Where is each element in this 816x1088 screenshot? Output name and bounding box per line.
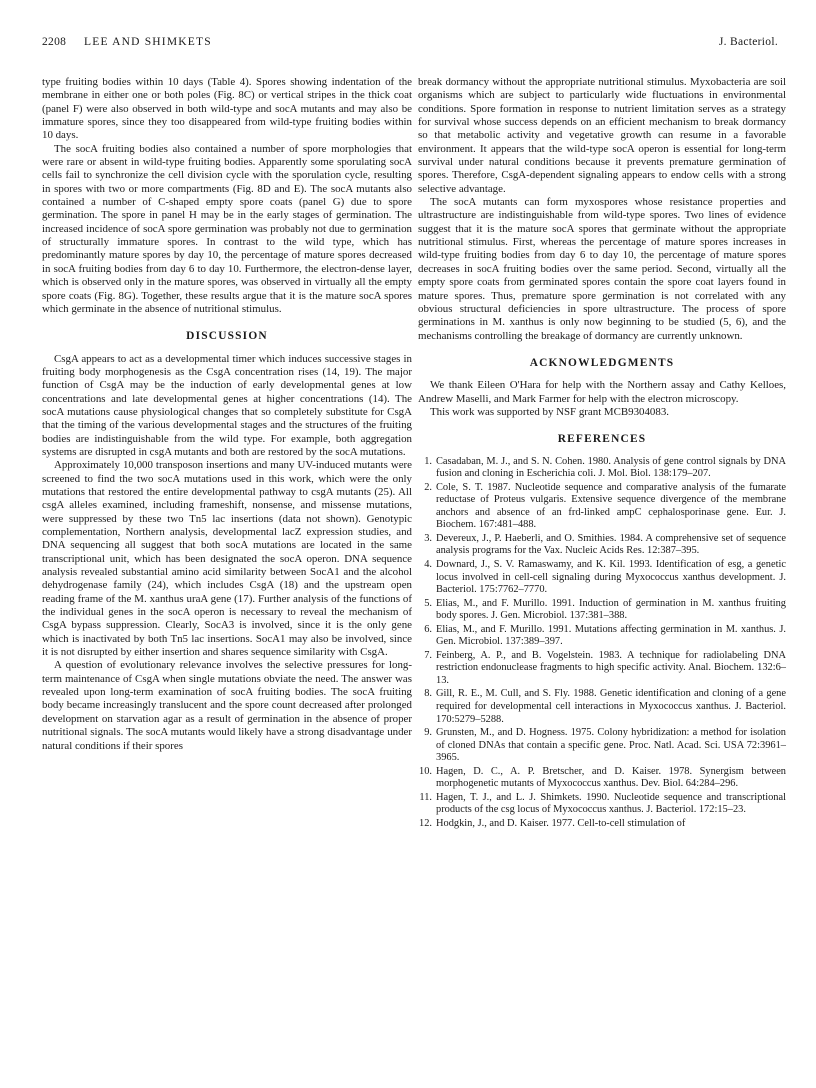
reference-text: Elias, M., and F. Murillo. 1991. Mutations affecting germination in M. xanthus. J. Gen. Microbiol. 137:389–397. bbox=[436, 623, 786, 648]
reference-number: 6. bbox=[424, 623, 432, 635]
funding-text: This work was supported by NSF grant MCB9304083. bbox=[430, 405, 669, 418]
reference-text: Hodgkin, J., and D. Kaiser. 1977. Cell-to-cell stimulation of bbox=[436, 817, 686, 829]
paragraph-transposon-screen: Approximately 10,000 transposon insertions and many UV-induced mutants were screened to find the two socA mutations used in this work, which were the only mutations that restored the entire developmental pathway to csgA mutants (25). All csgA alleles examined, including frameshift, nonsense, and missense mutations, were suppressed by these two Tn5 lac insertions (data not shown). Genotypic complementation, Northern analysis, developmental lacZ expression studies, and DNA sequencing all suggest that both socA mutations are located in the same transcriptional unit, which has been designated the socA operon. DNA sequence analysis revealed substantial amino acid similarity between SocA1 and the alcohol dehydrogenase family (24), which includes CsgA (18) and the upstream open reading frame of the M. xanthus uraA gene (17). Further analysis of the functions of the individual genes in the socA operon is necessary to reveal the mechanism of CsgA bypass suppression. Clearly, SocA3 is involved, since it is the only gene which is inactivated by both Tn5 lac insertions. SocA1 may also be involved, since it is not disrupted by either insertion and shares sequence similarity with CsgA. bbox=[42, 459, 412, 659]
reference-number: 3. bbox=[424, 532, 432, 544]
paragraph-evolutionary-question: A question of evolutionary relevance involves the selective pressures for long-term maintenance of CsgA when single mutations obviate the need. The answer was revealed upon long-term examination of socA fruiting bodies. The socA fruiting body became increasingly translucent and the spore count decreased after prolonged development on starvation agar as a result of germination in the absence of proper nutritional signals. The socA mutants would likely have a strong disadvantage under natural conditions if their spores bbox=[42, 659, 412, 752]
reference-number: 9. bbox=[424, 727, 432, 739]
reference-list bbox=[418, 456, 786, 831]
discussion-heading: DISCUSSION bbox=[186, 330, 268, 343]
paragraph-myxospores: The socA mutants can form myxospores whose resistance properties and ultrastructure are indistinguishable from wild-type spores. Two lines of evidence suggest that it is the mature socA spores that germinate without the appropriate nutritional stimulus. First, whereas the percentage of mature spores increases in wild-type fruiting bodies from day 6 to day 10, the percentage of mature spores decreases in socA fruiting bodies over the same period. Second, virtually all the empty spore coats from germinated spores contain the spore coat layers found in mature spores. Thus, premature spore germination is not correlated with any obvious structural deficiencies in spore ultrastructure. The process of spore germinations in M. xanthus is only now beginning to be studied (5, 6), and the mechanisms controlling the breakage of dormancy are currently unknown. bbox=[418, 196, 786, 342]
reference-number: 1. bbox=[424, 455, 432, 467]
references-heading: REFERENCES bbox=[557, 433, 647, 446]
right-column bbox=[418, 76, 786, 831]
reference-number: 11. bbox=[419, 791, 432, 803]
reference-item bbox=[418, 482, 786, 532]
reference-text: Feinberg, A. P., and B. Vogelstein. 1983. A technique for radiolabeling DNA restriction endonuclease fragments to high specific activity. Anal. Biochem. 132:6–13. bbox=[436, 649, 786, 686]
paragraph-continued: type fruiting bodies within 10 days (Table 4). Spores showing indentation of the membrane in either one or both poles (Fig. 8C) or vertical stripes in the thick coat (panel F) were also observed in both wild-type and socA mutants and may also be immature spores, since they too disappeared from wild-type fruiting bodies within 10 days. bbox=[42, 76, 412, 142]
reference-item bbox=[418, 624, 786, 649]
reference-text: Gill, R. E., M. Cull, and S. Fly. 1988. Genetic identification and cloning of a gene required for developmental cell interactions in Myxococcus xanthus. J. Bacteriol. 170:5279–5288. bbox=[436, 688, 786, 725]
reference-item bbox=[418, 456, 786, 481]
running-authors: LEE AND SHIMKETS bbox=[84, 36, 212, 48]
reference-text: Devereux, J., P. Haeberli, and O. Smithies. 1984. A comprehensive set of sequence analysis programs for the Vax. Nucleic Acids Res. 12:387–395. bbox=[436, 532, 786, 557]
reference-item bbox=[418, 727, 786, 765]
reference-item bbox=[418, 533, 786, 558]
reference-number: 5. bbox=[424, 597, 432, 609]
reference-number: 8. bbox=[424, 688, 432, 700]
page-number: 2208 bbox=[42, 36, 67, 48]
reference-number: 7. bbox=[424, 649, 432, 661]
reference-item bbox=[418, 559, 786, 597]
reference-number: 10. bbox=[419, 765, 432, 777]
reference-item bbox=[418, 792, 786, 817]
paragraph-dormancy: break dormancy without the appropriate nutritional stimulus. Myxobacteria are soil organisms which are subject to particularly wide fluctuations in environmental conditions. Spore formation in response to nutrient limitation serves as a strategy for survival whose success depends on an efficient mechanism to break dormancy so that metabolic activity and vegetative growth can resume in a favorable environment. It appears that the wild-type socA operon is essential for long-term survival under natural conditions because it prevents premature germination of spores. Therefore, CsgA-dependent signaling appears to endow cells with a strong selective advantage. bbox=[418, 76, 786, 195]
acknowledgments bbox=[418, 379, 786, 419]
paragraph-spore-morphologies: The socA fruiting bodies also contained a number of spore morphologies that were rare or absent in wild-type fruiting bodies. Apparently some sporulating socA cells fail to synchronize the cell division cycle with the sporulation cycle, resulting in spores with two or more compartments (Fig. 8D and E). The socA mutants also contained a number of C-shaped empty spore coats (panel G) due to spore germination. The spore in panel H may be in the early stages of germination. The increased incidence of socA spore germination was probably not due to germination of structurally immature spores. In contrast to the wild type, which has predominantly mature spores by day 10, the percentage of mature spores decreased in socA fruiting bodies from day 6 to day 10. Furthermore, the electron-dense layer, which is observed only in the mature spores, was observed in virtually all the empty spore coats (Fig. 8G). Together, these results argue that it is the mature socA spores which germinate in the absence of nutritional stimulus. bbox=[42, 142, 412, 315]
reference-text: Hagen, T. J., and L. J. Shimkets. 1990. Nucleotide sequence and transcriptional products of the csg locus of Myxococcus xanthus. J. Bacteriol. 172:15–23. bbox=[436, 791, 786, 816]
reference-number: 4. bbox=[424, 558, 432, 570]
reference-number: 12. bbox=[419, 817, 432, 829]
reference-text: Grunsten, M., and D. Hogness. 1975. Colony hybridization: a method for isolation of cloned DNAs that contain a specific gene. Proc. Natl. Acad. Sci. USA 72:3961–3965. bbox=[436, 727, 786, 764]
reference-item bbox=[418, 598, 786, 623]
paragraph-csga-timer: CsgA appears to act as a developmental timer which induces successive stages in fruiting body morphogenesis as the CsgA concentration rises (14, 19). The major function of CsgA may be the induction of early developmental genes at low concentrations and late developmental genes at higher concentrations (14). The socA mutations cause physiological changes that so completely substitute for CsgA that the timing of the various developmental stages and the structures of the fruiting bodies are indistinguishable from the wild type. For example, both aggregation systems are disrupted in csgA mutants and both are restored by the socA mutations. bbox=[42, 352, 412, 458]
journal-name: J. Bacteriol. bbox=[718, 36, 778, 48]
reference-item bbox=[418, 766, 786, 791]
reference-text: Elias, M., and F. Murillo. 1991. Induction of germination in M. xanthus fruiting body spores. J. Gen. Microbiol. 137:381–388. bbox=[436, 597, 786, 622]
reference-text: Hagen, D. C., A. P. Bretscher, and D. Kaiser. 1978. Synergism between morphogenetic mutants of Myxococcus xanthus. Dev. Biol. 64:284–296. bbox=[436, 765, 786, 790]
reference-number: 2. bbox=[424, 481, 432, 493]
acknowledgments-heading: ACKNOWLEDGMENTS bbox=[529, 356, 675, 369]
left-column bbox=[42, 76, 412, 753]
running-header bbox=[42, 36, 778, 54]
reference-text: Casadaban, M. J., and S. N. Cohen. 1980. Analysis of gene control signals by DNA fusion and cloning in Escherichia coli. J. Mol. Biol. 138:179–207. bbox=[436, 455, 786, 480]
reference-text: Downard, J., S. V. Ramaswamy, and K. Kil. 1993. Identification of esg, a genetic locus involved in cell-cell signaling during Myxococcus xanthus development. J. Bacteriol. 175:7762–7770. bbox=[436, 558, 786, 596]
reference-item bbox=[418, 650, 786, 688]
reference-item bbox=[418, 688, 786, 726]
acknowledgments-text: We thank Eileen O'Hara for help with the Northern assay and Cathy Kelloes, Andrew Maselli, and Mark Farmer for help with the electron microscopy. bbox=[418, 379, 786, 405]
reference-text: Cole, S. T. 1987. Nucleotide sequence and comparative analysis of the fumarate reductase of Proteus vulgaris. Extensive sequence divergence of the membrane anchors and absence of an frd-linked ampC cephalosporinase gene. Eur. J. Biochem. 167:481–488. bbox=[436, 481, 786, 531]
reference-item bbox=[418, 818, 786, 831]
